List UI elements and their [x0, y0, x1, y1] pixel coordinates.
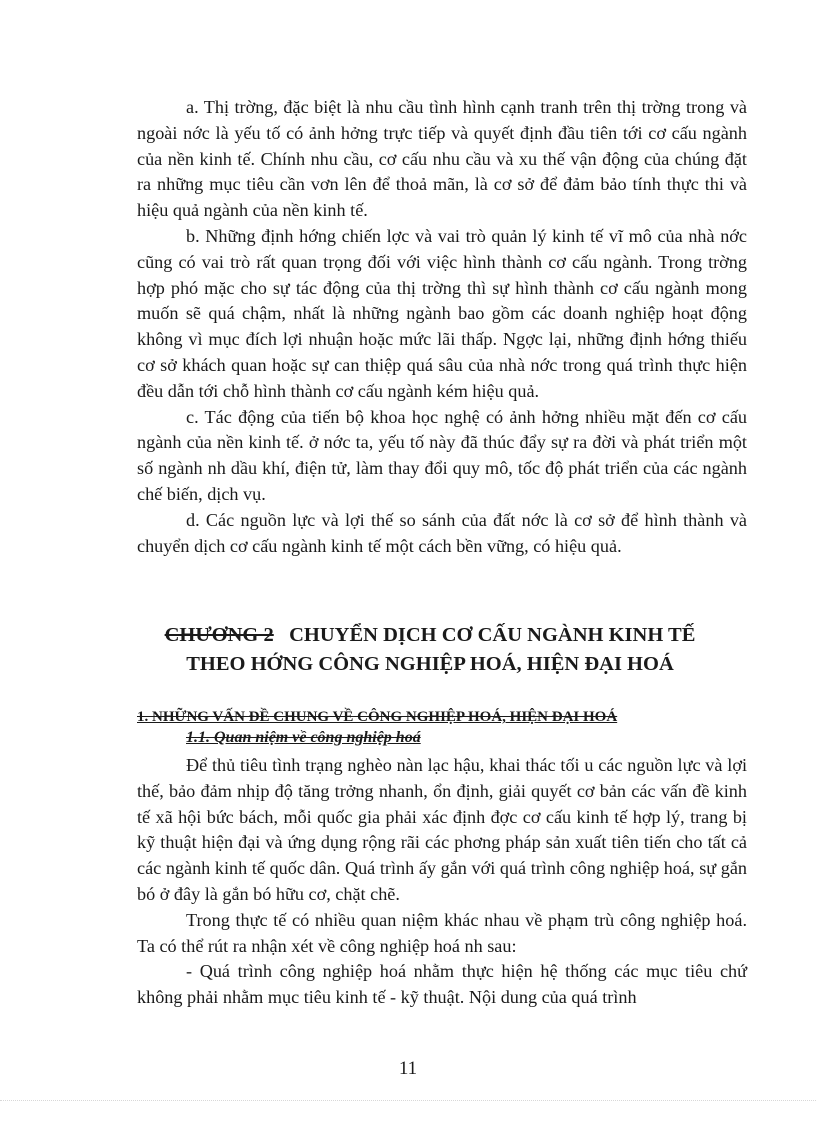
- paragraph-d: d. Các nguồn lực và lợi thế so sánh của đất nớc là cơ sở để hình thành và chuyển dịch cơ cấu ngành kinh tế một cách bền vững, có hiệu quả.: [137, 509, 747, 556]
- paragraph-b: b. Những định hớng chiến lợc và vai trò quản lý kinh tế vĩ mô của nhà nớc cũng có vai trò rất quan trọng đối với việc hình thành cơ cấu ngành. Trong trờng hợp phó mặc cho sự tác động của thị trờng thì sự hình thành cơ cấu ngành mong muốn sẽ quá chậm, nhất là những ngành bao gồm các doanh nghiệp hoạt động không vì mục đích lợi nhuận hoặc mức lãi thấp. Ngợc lại, những định hớng thiếu cơ sở khách quan hoặc sự can thiệp quá sâu của nhà nớc trong quá trình thực hiện đều dẫn tới chỗ hình thành cơ cấu ngành kém hiệu quả.: [137, 225, 747, 401]
- paragraph-industrialization-1: Để thủ tiêu tình trạng nghèo nàn lạc hậu, khai thác tối u các nguồn lực và lợi thế, bảo đảm nhịp độ tăng trởng nhanh, ổn định, giải quyết cơ bản các vấn đề kinh tế xã hội bức bách, mỗi quốc gia phải xác định đợc cơ cấu kinh tế hợp lý, trang bị kỹ thuật hiện đại và ứng dụng rộng rãi các phơng pháp sản xuất tiên tiến cho tất cả các ngành kinh tế quốc dân. Quá trình ấy gắn với quá trình công nghiệp hoá, sự gắn bó ở đây là gắn bó hữu cơ, chặt chẽ.: [137, 755, 747, 904]
- body-text-bottom: [137, 753, 747, 1011]
- body-text-top: [137, 95, 747, 559]
- chapter-title-line-1: CHUYỂN DỊCH CƠ CẤU NGÀNH KINH TẾ: [289, 624, 696, 646]
- paragraph-industrialization-3: - Quá trình công nghiệp hoá nhằm thực hiện hệ thống các mục tiêu chứ không phải nhằm mục tiêu kinh tế - kỹ thuật. Nội dung của quá trình: [137, 961, 747, 1008]
- subsection-heading: 1.1. Quan niệm về công nghiệp hoá: [186, 729, 421, 746]
- page-number: 11: [398, 1058, 418, 1079]
- chapter-title-line-2: THEO HỚNG CÔNG NGHIỆP HOÁ, HIỆN ĐẠI HOÁ: [186, 653, 674, 675]
- paragraph-industrialization-2: Trong thực tế có nhiều quan niệm khác nhau về phạm trù công nghiệp hoá. Ta có thể rút ra nhận xét về công nghiệp hoá nh sau:: [137, 909, 747, 956]
- paragraph-a: a. Thị trờng, đặc biệt là nhu cầu tình hình cạnh tranh trên thị trờng trong và ngoài nớc là yếu tố có ảnh hởng trực tiếp và quyết định đầu tiên tới cơ cấu ngành của nền kinh tế. Chính nhu cầu, cơ cấu nhu cầu và xu thế vận động của chúng đặt ra những mục tiêu cần vơn lên để thoả mãn, là cơ sở để đảm bảo tính thực thi và hiệu quả ngành của nền kinh tế.: [137, 97, 747, 221]
- footer-divider: [0, 1100, 816, 1101]
- chapter-heading: [100, 621, 760, 679]
- paragraph-c: c. Tác động của tiến bộ khoa học nghệ có ảnh hởng nhiều mặt đến cơ cấu ngành của nền kinh tế. ở nớc ta, yếu tố này đã thúc đẩy sự ra đời và phát triển một số ngành nh dầu khí, điện tử, làm thay đổi quy mô, tốc độ phát triển của các ngành chế biến, dịch vụ.: [137, 406, 747, 504]
- section-heading: 1. NHỮNG VẤN ĐỀ CHUNG VỀ CÔNG NGHIỆP HOÁ, HIỆN ĐẠI HOÁ: [137, 709, 618, 725]
- chapter-heading-line-1: [100, 621, 760, 650]
- chapter-number: CHƯƠNG 2: [164, 624, 274, 646]
